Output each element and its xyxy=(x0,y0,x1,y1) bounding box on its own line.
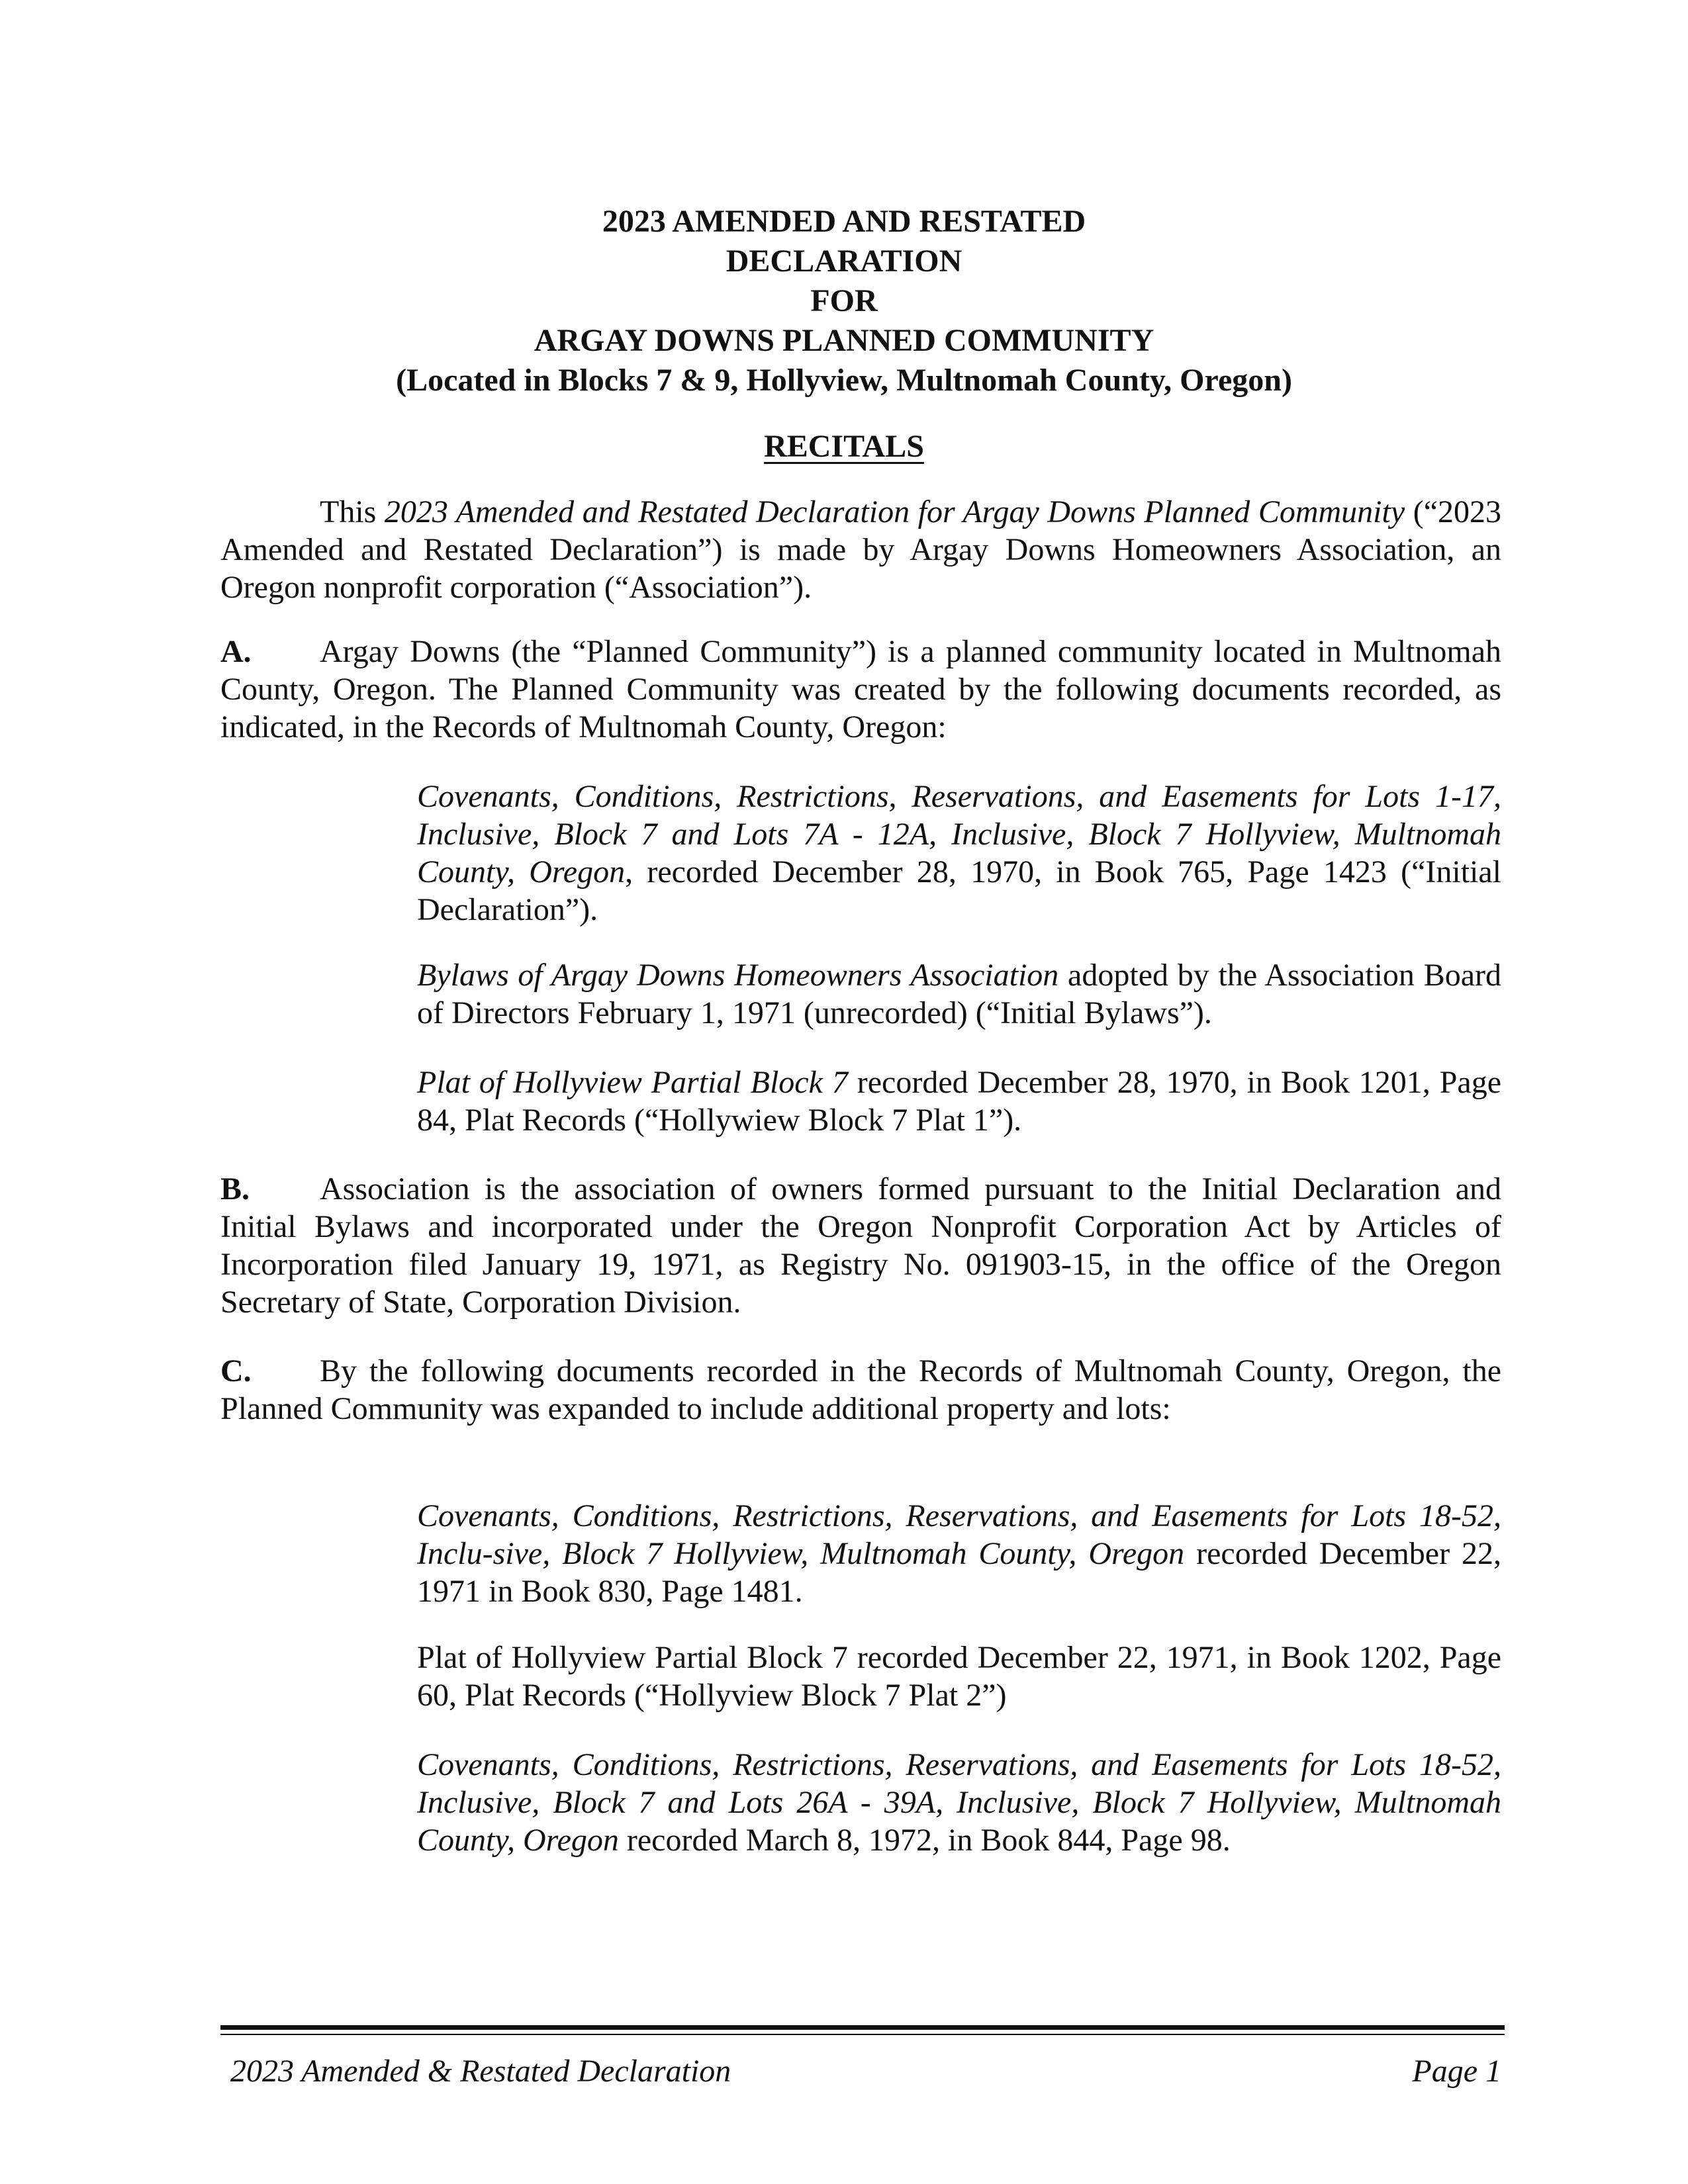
recital-a-item-1: Covenants, Conditions, Restrictions, Reservations, and Easements for Lots 1-17, Inclusive, Block 7 and Lots 7A - 12A, Inclusive, Block 7 Hollyview, Multnomah County, Oregon, recorded December 28, 1970, in Book 765, Page 1423 (“Initial Declaration”). xyxy=(417,779,1502,927)
intro-paragraph: This 2023 Amended and Restated Declaration for Argay Downs Planned Community (“2023 Amended and Restated Declaration”) is made by Argay Downs Homeowners Association, an Oregon nonprofit corporation (“Association”). xyxy=(220,494,1501,605)
recital-c-item-2: Plat of Hollyview Partial Block 7 recorded December 22, 1971, in Book 1202, Page 60, Plat Records (“Hollyview Block 7 Plat 2”) xyxy=(417,1640,1501,1713)
title-line-1: 2023 AMENDED AND RESTATED xyxy=(602,204,1086,239)
document-title xyxy=(0,202,1688,400)
title-line-5: (Located in Blocks 7 & 9, Hollyview, Multnomah County, Oregon) xyxy=(396,363,1292,398)
recital-c: C. By the following documents recorded in the Records of Multnomah County, Oregon, the Planned Community was expanded to include additional property and lots: xyxy=(220,1353,1501,1426)
title-line-4: ARGAY DOWNS PLANNED COMMUNITY xyxy=(534,323,1154,358)
recital-c-item-1: Covenants, Conditions, Restrictions, Reservations, and Easements for Lots 18-52, Inclu-sive, Block 7 Hollyview, Multnomah County, Oregon recorded December 22, 1971 in Book 830, Page 1481. xyxy=(417,1498,1501,1609)
section-heading-recitals: RECITALS xyxy=(764,429,924,464)
declaration-title: 2023 Amended and Restated Declaration for Argay Downs Planned Community xyxy=(384,494,1405,529)
footer-page-number: Page 1 xyxy=(1412,2054,1501,2089)
recital-b-letter: B. xyxy=(220,1171,250,1206)
recital-c-letter: C. xyxy=(220,1353,252,1388)
title-line-2: DECLARATION xyxy=(726,244,962,279)
recital-a: A. Argay Downs (the “Planned Community”) is a planned community located in Multnomah County, Oregon. The Planned Community was created by the following documents recorded, as indicated, in the Records of Multnomah County, Oregon: xyxy=(220,634,1501,745)
recital-c-item-3: Covenants, Conditions, Restrictions, Reservations, and Easements for Lots 18-52, Inclusive, Block 7 and Lots 26A - 39A, Inclusive, Block 7 Hollyview, Multnomah County, Oregon recorded March 8, 1972, in Book 844, Page 98. xyxy=(417,1747,1501,1858)
footer-document-name: 2023 Amended & Restated Declaration xyxy=(230,2054,731,2089)
recital-a-item-3: Plat of Hollyview Partial Block 7 recorded December 28, 1970, in Book 1201, Page 84, Plat Records (“Hollywiew Block 7 Plat 1”). xyxy=(417,1065,1501,1138)
recital-a-letter: A. xyxy=(220,634,252,669)
recital-b: B. Association is the association of owners formed pursuant to the Initial Declaration and Initial Bylaws and incorporated under the Oregon Nonprofit Corporation Act by Articles of Incorporation filed January 19, 1971, as Registry No. 091903-15, in the office of the Oregon Secretary of State, Corporation Division. xyxy=(220,1171,1501,1320)
recital-a-item-2: Bylaws of Argay Downs Homeowners Association adopted by the Association Board of Directors February 1, 1971 (unrecorded) (“Initial Bylaws”). xyxy=(417,958,1501,1030)
footer-rule-thin xyxy=(220,2034,1505,2035)
title-line-3: FOR xyxy=(810,283,878,318)
footer-rule-thick xyxy=(220,2025,1505,2030)
